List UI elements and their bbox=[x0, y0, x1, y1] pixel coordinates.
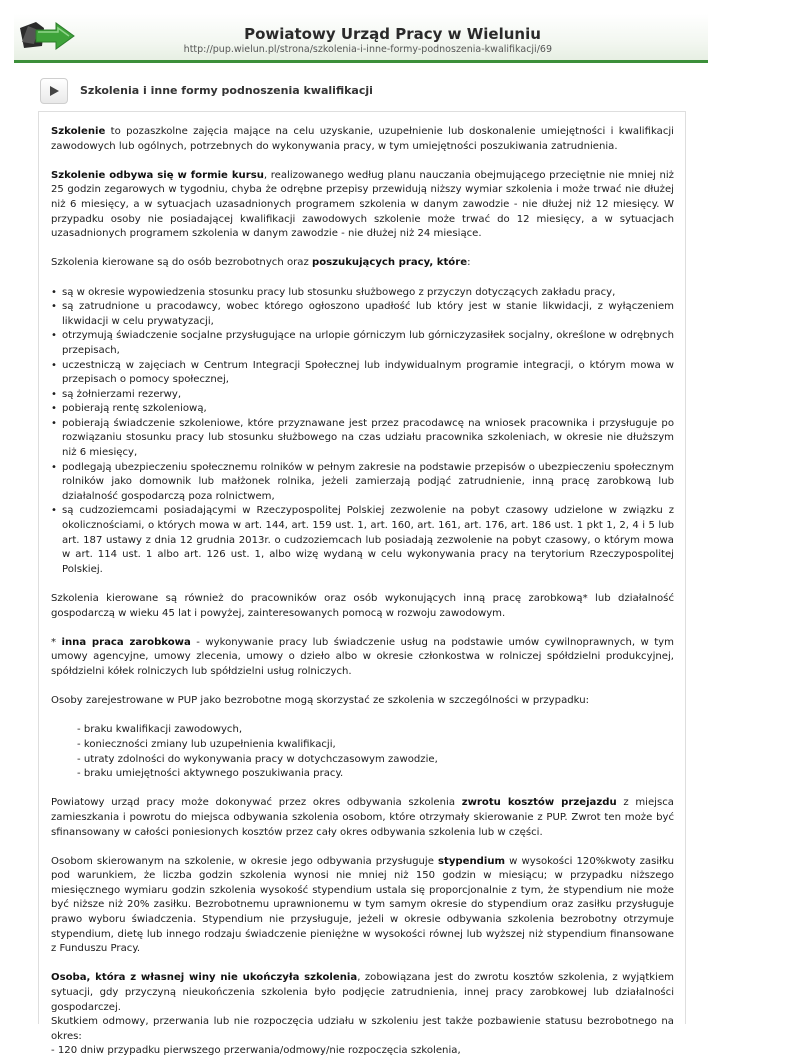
header-divider bbox=[14, 60, 708, 63]
paragraph-text: : bbox=[467, 257, 471, 269]
page-arrow-button bbox=[40, 78, 68, 104]
paragraph-text: , realizowanego według planu nauczania obejmującego przeciętnie nie mniej niż 25 godzin zegarowych w tygodniu, chyba że odrębne przepisy przewidują niższy wymiar szkolenia i może trwać nie dłużej niż 6 miesięcy, a w sytuacjach uzasadnionych programem szkolenia w danym zawodzie - nie dłużej niż 12 miesięcy. W przypadku osoby nie posiadającej kwalifikacji zawodowych szkolenie może trwać do 12 miesięcy, a w sytuacjach uzasadnionych programem szkolenia w danym zawodzie - nie dłużej niż 24 miesiące. bbox=[51, 169, 674, 240]
bold-term: Szkolenie odbywa się w formie kursu bbox=[51, 169, 264, 181]
paragraph-text: Osobom skierowanym na szkolenie, w okresie jego odbywania przysługuje bbox=[51, 855, 439, 867]
paragraph-text: to pozaszkolne zajęcia mające na celu uzyskanie, uzupełnienie lub doskonalenie umiejętności i kwalifikacji zawodowych lub ogólnych, potrzebnych do wykonywania pracy, w tym umiejętności poszukiwania zatrudnienia. bbox=[51, 126, 674, 152]
paragraph-status-loss: Skutkiem odmowy, przerwania lub nie rozpoczęcia udziału w szkoleniu jest także pozbawienie statusu bezrobotnego na okres: bbox=[51, 1016, 674, 1042]
list-item: • pobierają świadczenie szkoleniowe, które przyznawane jest przez pracodawcę na wniosek pracownika i przysługuje po rozwiązaniu stosunku pracy lub stosunku służbowego na czas udziału pracownika szkoleniach, w okresie nie dłuższym niż 6 miesięcy, bbox=[51, 417, 674, 461]
paragraph-status-loss-period: - 120 dniw przypadku pierwszego przerwania/odmowy/nie rozpoczęcia szkolenia, bbox=[51, 1045, 461, 1057]
paragraph-refund bbox=[51, 971, 674, 1015]
paragraph-course-form bbox=[51, 169, 674, 242]
site-title: Powiatowy Urząd Pracy w Wieluniu bbox=[244, 25, 541, 43]
list-item: - braku umiejętności aktywnego poszukiwania pracy. bbox=[77, 768, 344, 780]
paragraph-registered-cases: Osoby zarejestrowane w PUP jako bezrobotne mogą skorzystać ze szkolenia w szczególności w przypadku: bbox=[51, 695, 589, 707]
list-item: • są cudzoziemcami posiadającymi w Rzeczypospolitej Polskiej zezwolenie na pobyt czasowy udzielone w związku z okolicznościami, o których mowa w art. 144, art. 159 ust. 1, art. 160, art. 161, art. 176, art. 186 ust. 1 pkt 1, 2, 4 i 5 lub art. 187 ustawy z dnia 12 grudnia 2013r. o cudzoziemcach lub posiadają zezwolenie na pobyt czasowy, o którym mowa w art. 114 ust. 1 albo art. 126 ust. 1, albo wizę wydaną w celu wykonywania pracy na terytorium Rzeczypospolitej Polskiej. bbox=[51, 504, 674, 577]
eligibility-list bbox=[51, 286, 674, 578]
paragraph-text: - wykonywanie pracy lub świadczenie usług na podstawie umów cywilnoprawnych, w tym umowy agencyjne, umowy zlecenia, umowy o dzieło albo w okresie członkostwa w rolniczej spółdzielni produkcyjnej, spółdzielni kółek rolniczych lub spółdzielni usług rolniczych. bbox=[51, 636, 674, 677]
list-item: - braku kwalifikacji zawodowych, bbox=[77, 724, 243, 736]
list-item: • podlegają ubezpieczeniu społecznemu rolników w pełnym zakresie na podstawie przepisów o ubezpieczeniu społecznym rolników jako domownik lub małżonek rolnika, jeżeli zamierzają podjąć zatrudnienie, inną pracę zarobkową lub działalność gospodarczą poza rolnictwem, bbox=[51, 461, 674, 505]
list-item: • uczestniczą w zajęciach w Centrum Integracji Społecznej lub indywidualnym programie integracji, o którym mowa w przepisach o pomocy społecznej, bbox=[51, 359, 674, 388]
paragraph-text: Powiatowy urząd pracy może dokonywać przez okres odbywania szkolenia bbox=[51, 797, 462, 809]
paragraph-travel-costs bbox=[51, 796, 674, 840]
paragraph-definition bbox=[51, 125, 674, 154]
list-item: - konieczności zmiany lub uzupełnienia kwalifikacji, bbox=[77, 738, 336, 750]
list-item: - utraty zdolności do wykonywania pracy w dotychczasowym zawodzie, bbox=[77, 753, 438, 765]
bold-term: zwrotu kosztów przejazdu bbox=[461, 797, 617, 809]
paragraph-target-groups bbox=[51, 256, 674, 271]
paragraph-text: z miejsca zamieszkania i powrotu do miejsca odbywania szkolenia osobom, które otrzymały skierowanie z PUP. Zwrot ten może być sfinansowany w całości poniesionych kosztów przez cały okres odbywania szkolenia lub w części. bbox=[51, 797, 674, 838]
article-body bbox=[51, 125, 674, 1059]
bold-term: stypendium bbox=[438, 855, 506, 867]
paragraph-text: Szkolenia kierowane są do osób bezrobotnych oraz bbox=[51, 257, 312, 269]
paragraph-workers-45: Szkolenia kierowane są również do pracowników oraz osób wykonujących inną pracę zarobkową* lub działalność gospodarczą w wieku 45 lat i powyżej, zainteresowanych pomocą w rozwoju zawodowym. bbox=[51, 593, 674, 619]
bold-term: Szkolenie bbox=[51, 126, 106, 137]
bold-term: inna praca zarobkowa bbox=[61, 636, 191, 648]
paragraph-text: , zobowiązana jest do zwrotu kosztów szkolenia, z wyjątkiem sytuacji, gdy przyczyną nieukończenia szkolenia było podjęcie zatrudnienia, innej pracy zarobkowej lub działalności gospodarczej. bbox=[51, 972, 674, 1013]
list-item: • otrzymują świadczenie socjalne przysługujące na urlopie górniczym lub górniczyzasiłek socjalny, określone w odrębnych przepisach, bbox=[51, 329, 674, 358]
bold-term: poszukujących pracy, które bbox=[311, 257, 468, 269]
paragraph-text: * bbox=[51, 636, 62, 648]
page-title: Szkolenia i inne formy podnoszenia kwalifikacji bbox=[80, 84, 373, 97]
list-item: • są żołnierzami rezerwy, bbox=[51, 388, 674, 403]
list-item: • są zatrudnione u pracodawcy, wobec którego ogłoszono upadłość lub który jest w stanie likwidacji, z wyłączeniem likwidacji w celu prywatyzacji, bbox=[51, 300, 674, 329]
bold-term: Osoba, która z własnej winy nie ukończyła szkolenia bbox=[51, 972, 358, 984]
cases-list bbox=[77, 723, 674, 781]
page-url[interactable]: http://pup.wielun.pl/strona/szkolenia-i-inne-formy-podnoszenia-kwalifikacji/69 bbox=[183, 44, 552, 55]
list-item: • są w okresie wypowiedzenia stosunku pracy lub stosunku służbowego z przyczyn dotyczących zakładu pracy, bbox=[51, 286, 674, 301]
paragraph-other-work-definition bbox=[51, 636, 674, 680]
content-panel bbox=[38, 111, 686, 1057]
play-arrow-icon bbox=[48, 85, 60, 97]
paragraph-text: w wysokości 120%kwoty zasiłku pod warunkiem, że liczba godzin szkolenia wynosi nie mniej niż 150 godzin w miesiącu; w przypadku niższego miesięcznego wymiaru godzin szkolenia wysokość stypendium ustala się proporcjonalnie z tym, że stypendium nie może być niższe niż 20% zasiłku. Bezrobotnemu uprawnionemu w tym samym okresie do stypendium oraz zasiłku przysługuje prawo wyboru świadczenia. Stypendium nie przysługuje, jeżeli w okresie odbywania szkolenia bezrobotny otrzymuje stypendium, dietę lub innego rodzaju świadczenie pieniężne w wysokości równej lub wyższej niż stypendium finansowane z Funduszu Pracy. bbox=[51, 855, 674, 955]
list-item: • pobierają rentę szkoleniową, bbox=[51, 402, 674, 417]
paragraph-scholarship bbox=[51, 855, 674, 957]
